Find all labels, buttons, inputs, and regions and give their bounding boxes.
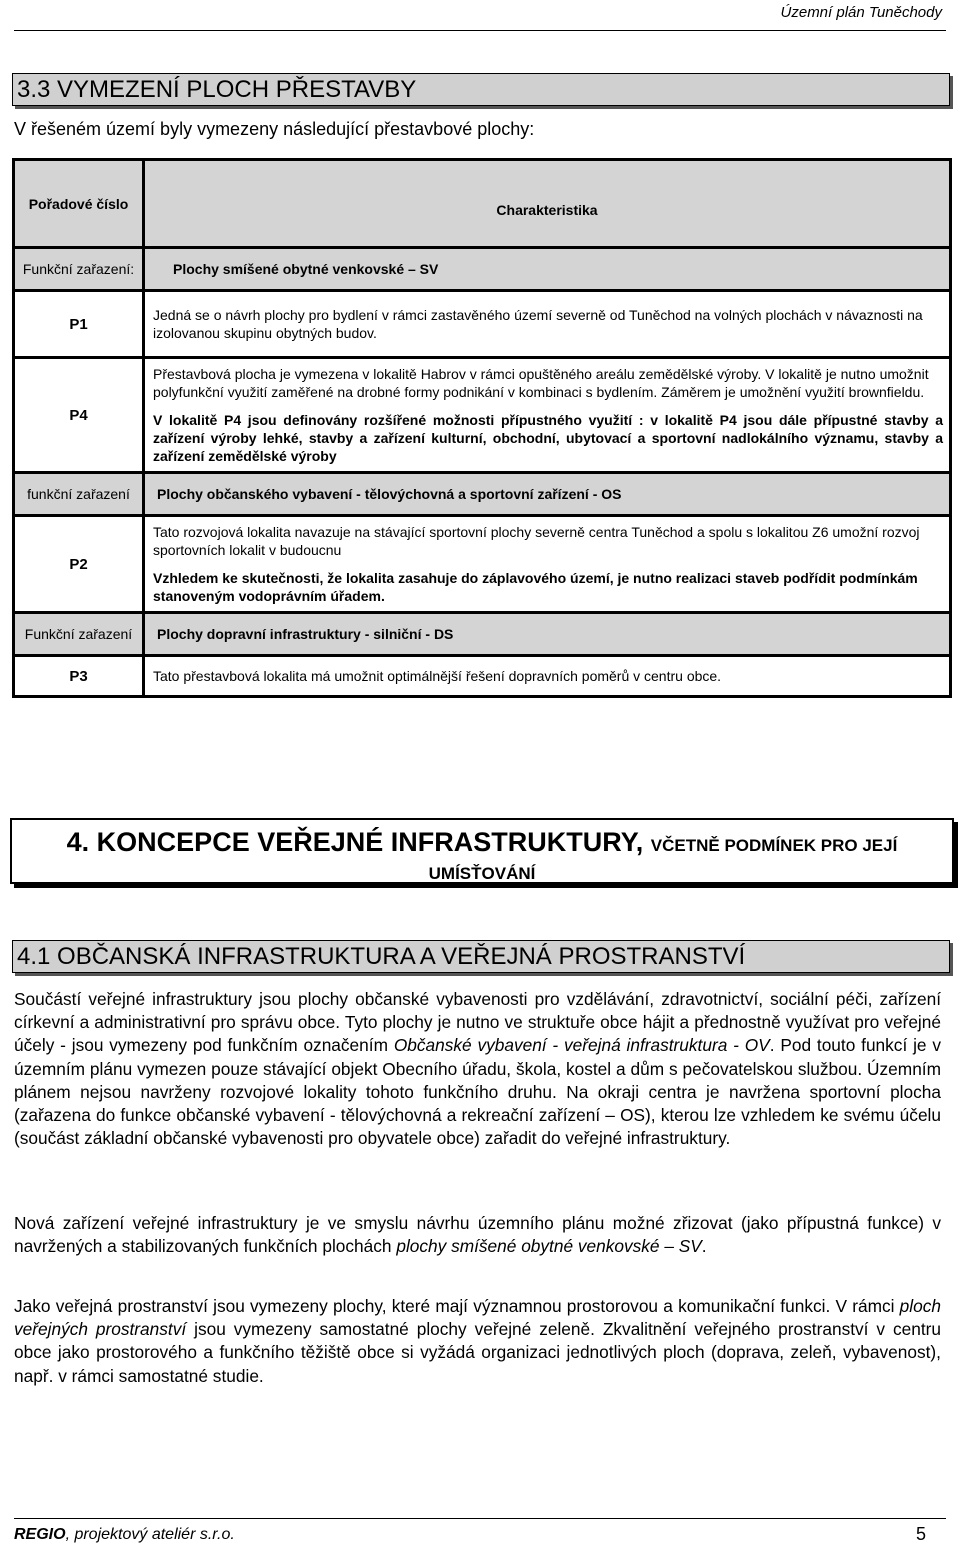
plot-id: P4 <box>14 358 144 473</box>
function-row-sv <box>14 248 951 291</box>
document-title: Územní plán Tuněchody <box>780 4 942 21</box>
function-row-os <box>14 473 951 516</box>
plot-description <box>144 516 951 613</box>
section-title-4 <box>10 818 954 884</box>
text: Nová zařízení veřejné infrastruktury je ve smyslu návrhu územního plánu možné zřizovat (jako přípustná funkce) v navržených a stabilizovaných funkčních plochách <box>14 1213 941 1257</box>
paragraph-3 <box>14 1295 941 1388</box>
section-title-4-line2: UMÍSŤOVÁNÍ <box>428 864 536 883</box>
paragraph-1 <box>14 988 941 1150</box>
col-header-order: Pořadové číslo <box>14 160 144 248</box>
section-intro: V řešeném území byly vymezeny následující přestavbové plochy: <box>14 119 535 139</box>
table-row-p4 <box>14 358 951 473</box>
description-paragraph: Tato rozvojová lokalita navazuje na stávající sportovní plochy severně centra Tuněchod a spolu s lokalitou Z6 umožní rozvoj sportovních lokalit v budoucnu <box>153 524 920 558</box>
plot-id: P3 <box>14 656 144 697</box>
col-header-characteristics: Charakteristika <box>144 160 951 248</box>
plot-id: P2 <box>14 516 144 613</box>
text: . <box>701 1236 707 1257</box>
text-italic: ploch veřejných prostranství <box>14 1296 941 1340</box>
function-title: Plochy smíšené obytné venkovské – SV <box>144 248 951 291</box>
text: Jako veřejná prostranství jsou vymezeny plochy, které mají významnou prostorovou a komunikační funkci. V rámci <box>14 1296 900 1316</box>
function-label: funkční zařazení <box>14 473 144 516</box>
paragraph-2 <box>14 1212 941 1258</box>
section-title-3-3: 3.3 VYMEZENÍ PLOCH PŘESTAVBY <box>12 73 950 106</box>
description-paragraph: Jedná se o návrh plochy pro bydlení v rámci zastavěného území severně od Tuněchod na volných plochách v návaznosti na izolovanou skupinu obytných budov. <box>153 307 923 341</box>
redevelopment-table <box>12 158 952 698</box>
footer-company <box>14 1526 235 1544</box>
text-italic: plochy smíšené obytné venkovské – SV <box>396 1236 702 1257</box>
company-name: REGIO <box>14 1526 66 1543</box>
function-label: Funkční zařazení: <box>14 248 144 291</box>
function-title: Plochy občanského vybavení - tělovýchovná a sportovní zařízení - OS <box>144 473 951 516</box>
header-divider <box>14 30 946 31</box>
company-suffix: , projektový ateliér s.r.o. <box>65 1526 235 1543</box>
function-label: Funkční zařazení <box>14 613 144 656</box>
plot-description <box>144 358 951 473</box>
text-italic: Občanské vybavení - veřejná infrastruktura - OV <box>393 1035 770 1056</box>
page-number: 5 <box>915 1524 926 1544</box>
description-paragraph: Tato přestavbová lokalita má umožnit optimálnější řešení dopravních poměrů v centru obce. <box>153 668 722 684</box>
function-title: Plochy dopravní infrastruktury - silniční - DS <box>144 613 951 656</box>
section-title-4-line1 <box>12 820 952 864</box>
description-paragraph: Přestavbová plocha je vymezena v lokalitě Habrov v rámci opuštěného areálu zemědělské výroby. V lokalitě je nutno umožnit polyfunkční využití zaměřené na drobné formy podnikání v kombinaci s bydlením. Záměrem je umožnění využití brownfieldu. <box>153 366 929 400</box>
plot-description <box>144 291 951 358</box>
footer-divider <box>14 1518 946 1519</box>
table-header-row <box>14 160 951 248</box>
text: . Pod touto funkcí je v územním plánu vymezen pouze stávající objekt Obecního úřadu, škola, kostel a dům s pečovatelskou službou. Územním plánem nejsou navrženy rozvojové lokality tohoto funkčního druhu. Na okraji centra je navržena sportovní plocha (zařazena do funkce občanské vybavení - tělovýchovná a rekreační zařízení – OS), kterou lze vzhledem ke svému účelu (součást základní občanské vybavenosti pro obyvatele obce) zařadit do veřejné infrastruktury. <box>14 1035 941 1149</box>
plot-description <box>144 656 951 697</box>
plot-id: P1 <box>14 291 144 358</box>
text: jsou vymezeny samostatné plochy veřejné zeleně. Zkvalitnění veřejného prostranství v centru obce jako prostorového a funkčního těžiště obce si vyžádá organizaci jednotlivých ploch (doprava, zeleň, vybavenost), např. v rámci samostatné studie. <box>14 1319 941 1386</box>
description-paragraph: Vzhledem ke skutečnosti, že lokalita zasahuje do záplavového území, je nutno realizaci staveb podřídit podmínkám stanoveným vodoprávním úřadem. <box>153 570 918 604</box>
section-title-4-small: VČETNĚ PODMÍNEK PRO JEJÍ <box>650 836 898 855</box>
function-row-ds <box>14 613 951 656</box>
table-row-p3 <box>14 656 951 697</box>
description-paragraph: V lokalitě P4 jsou definovány rozšířené možnosti přípustného využití : v lokalitě P4 jsou dále přípustné stavby a zařízení výroby lehké, stavby a zařízení kulturní, obchodní, ubytovací a sportovní nadlokálního významu, stavby a zařízení zemědělské výroby <box>153 412 943 464</box>
table-row-p2 <box>14 516 951 613</box>
section-title-4-main: 4. KONCEPCE VEŘEJNÉ INFRASTRUKTURY, <box>66 827 644 857</box>
table-row-p1 <box>14 291 951 358</box>
section-title-4-1: 4.1 OBČANSKÁ INFRASTRUKTURA A VEŘEJNÁ PROSTRANSTVÍ <box>12 940 950 973</box>
text: Součástí veřejné infrastruktury jsou plochy občanské vybavenosti pro vzdělávání, zdravotnictví, sociální péči, zařízení církevní a administrativní pro správu obce. Tyto plochy je nutno ve struktuře obce hájit a přednostně využívat pro veřejné účely - jsou vymezeny pod funkčním označením <box>14 989 941 1056</box>
